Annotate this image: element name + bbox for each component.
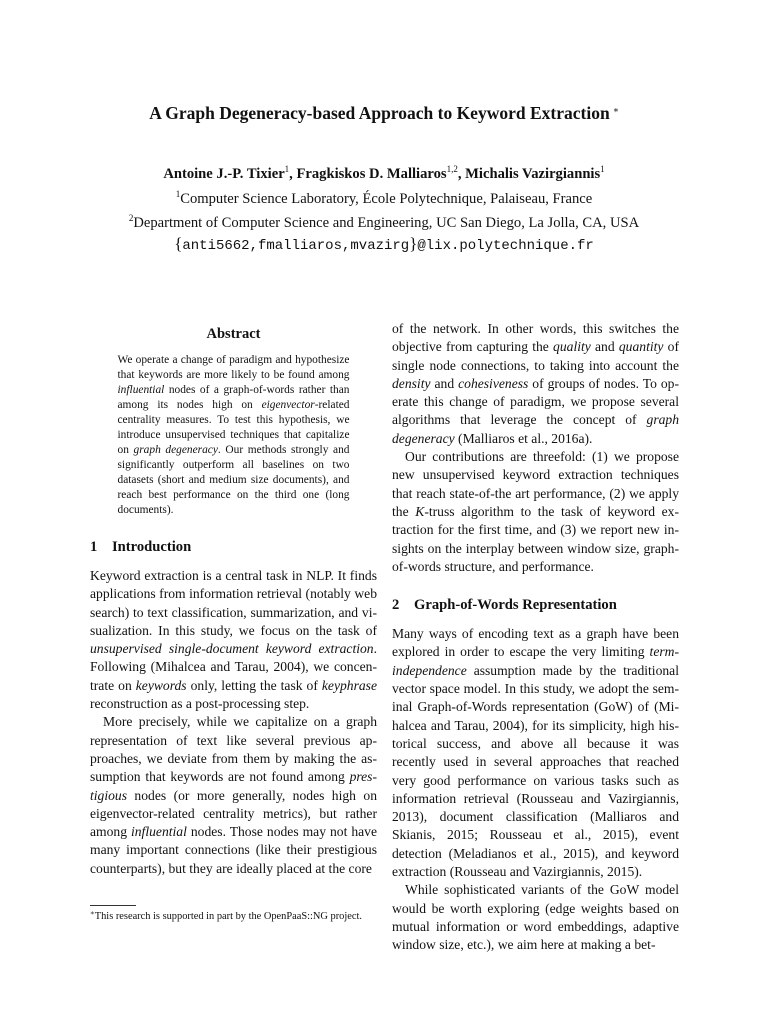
paragraph-emphasis: keyphrase bbox=[321, 677, 377, 693]
math-symbol: K bbox=[415, 503, 425, 519]
abstract-text: -related centrality measures. To test this hypothesis, we introduce unsupervised techniques that capitalize on bbox=[117, 399, 350, 456]
author-2-affiliation: 1,2 bbox=[446, 164, 458, 174]
paragraph-text: More precisely, while we capitalize on a graph representation of text like several previous approaches, we deviate from them by making the assumption that keywords are not found among bbox=[90, 714, 377, 785]
section-title-text: Graph-of-Words Representation bbox=[414, 597, 617, 614]
left-column bbox=[90, 320, 377, 878]
author-3: Michalis Vazirgiannis bbox=[465, 166, 601, 182]
abstract-emphasis: influential bbox=[117, 384, 165, 396]
author-1: Antoine J.-P. Tixier bbox=[163, 166, 285, 182]
paragraph-text: of the network. In other words, this switches the objective from capturing the bbox=[392, 321, 679, 355]
affiliation-2-number: 2 bbox=[128, 213, 134, 223]
paragraph-emphasis: keywords bbox=[135, 677, 187, 693]
paragraph-text: of single node connections, to taking into account the bbox=[392, 339, 679, 373]
section-title-text: Introduction bbox=[112, 539, 192, 555]
paragraph-emphasis: quality bbox=[553, 339, 591, 355]
right-column bbox=[392, 320, 679, 955]
footnote-text: This research is supported in part by the OpenPaaS::NG project. bbox=[94, 911, 362, 922]
paragraph-text: assumption made by the traditional vector space model. In this study, we adopt the seminal Graph-of-Words representation (GoW) of (Mihalcea and Tarau, 2004), for its simplicity, high historical success, and above all because it was recently used in several approaches that reached very good performance on various tasks such as information retrieval (Rousseau and Vazirgiannis, 2013), document classification (Malliaros and Skianis, 2015; Rousseau et al., 2015), event detection (Meladianos et al., 2015), and keyword extraction (Rousseau and Vazirgiannis, 2015). bbox=[392, 662, 679, 880]
section-number: 1 bbox=[90, 539, 98, 555]
intro-paragraph-1 bbox=[90, 567, 377, 713]
affiliation-1-number: 1 bbox=[175, 188, 181, 199]
author-2: Fragkiskos D. Malliaros bbox=[296, 166, 447, 182]
abstract-text: . Our methods strongly and significantly outperform all baselines on two datasets (short and medium size documents), and reach best performance on the third one (long documents). bbox=[117, 444, 350, 516]
author-emails: {anti5662,fmalliaros,mvazirg}@lix.polytechnique.fr bbox=[174, 233, 594, 254]
section-introduction-heading bbox=[90, 539, 377, 556]
abstract-text: nodes of a graph-of-words rather than among its nodes high on bbox=[117, 384, 350, 411]
footnote-rule bbox=[90, 905, 136, 906]
paragraph-text: . Following (Mihalcea and Tarau, 2004), we concentrate on bbox=[90, 641, 377, 693]
paragraph-text: (Malliaros et al., 2016a). bbox=[454, 430, 593, 446]
intro-paragraph-2-continued bbox=[392, 320, 679, 448]
gow-paragraph-1 bbox=[392, 625, 679, 881]
footnote bbox=[90, 907, 377, 923]
title-text: A Graph Degeneracy-based Approach to Keyword Extraction bbox=[149, 103, 610, 123]
paragraph-text: Our contributions are threefold: (1) we propose new unsupervised keyword extraction techniques that reach state-of-the art performance, (2) we apply the bbox=[392, 449, 679, 519]
section-number: 2 bbox=[392, 597, 400, 614]
section-graph-of-words-heading bbox=[392, 597, 679, 614]
contributions-paragraph bbox=[392, 448, 679, 576]
paragraph-text: and bbox=[590, 339, 619, 355]
abstract-emphasis: eigenvector bbox=[261, 399, 315, 411]
paragraph-text: nodes. Those nodes may not have many important connections (like their prestigious counterparts), but they are ideally placed at the core bbox=[90, 824, 377, 876]
paragraph-text: nodes (or more generally, nodes high on eigenvector-related centrality metrics), but rather among bbox=[90, 787, 377, 840]
paragraph-text: only, letting the task of bbox=[186, 677, 322, 693]
email-users: anti5662,fmalliaros,mvazirg bbox=[182, 237, 410, 254]
abstract-heading: Abstract bbox=[206, 326, 261, 342]
paragraph-text: Many ways of encoding text as a graph have been explored in order to escape the very limiting bbox=[392, 626, 679, 660]
author-names: Antoine J.-P. Tixier$^1$, Fragkiskos D. Malliaros$^{1,2}$, Michalis Vazirgiannis$^1$ bbox=[163, 164, 605, 182]
author-1-affiliation: 1 bbox=[284, 164, 290, 174]
paragraph-emphasis: prestigious bbox=[90, 769, 377, 803]
paragraph-text: Keyword extraction is a central task in NLP. It finds applications from information retrieval (notably web search) to text classification, summarization, and visualization. In this study, we focus on the task of bbox=[90, 568, 377, 638]
paragraph-emphasis: density bbox=[392, 375, 431, 391]
author-3-affiliation: 1 bbox=[600, 164, 605, 174]
abstract-emphasis: graph degeneracy bbox=[133, 444, 218, 456]
paragraph-emphasis: influential bbox=[130, 824, 187, 840]
paragraph-text: -truss algorithm to the task of keyword extraction for the first time, and (3) we report new insights on the interplay between window size, graph-of-words structure, and performance. bbox=[392, 503, 679, 574]
email-domain: @lix.polytechnique.fr bbox=[417, 237, 594, 254]
paragraph-emphasis: graph degeneracy bbox=[392, 412, 679, 446]
abstract-body bbox=[118, 353, 350, 518]
paragraph-text: and bbox=[430, 375, 459, 391]
gow-paragraph-2: While sophisticated variants of the GoW model would be worth exploring (edge weights based on mutual information or word embeddings, adaptive window size, etc.), we aim here at making a bet- bbox=[392, 882, 679, 953]
paragraph-text: reconstruction as a post-processing step. bbox=[90, 696, 310, 712]
paragraph-text: of groups of nodes. To operate this change of paradigm, we propose several algorithms that leverage the concept of bbox=[392, 375, 679, 428]
paragraph-emphasis: cohesiveness bbox=[458, 375, 529, 391]
paragraph-emphasis: unsupervised single-document keyword extraction bbox=[90, 641, 374, 657]
paragraph-emphasis: term-independence bbox=[392, 644, 679, 678]
affiliation-1-text: Computer Science Laboratory, École Polytechnique, Palaiseau, France bbox=[180, 190, 593, 207]
abstract-text: We operate a change of paradigm and hypothesize that keywords are more likely to be found among bbox=[117, 354, 350, 381]
footnote-mark: ∗ bbox=[90, 909, 95, 917]
affiliation-1 bbox=[0, 185, 768, 210]
affiliation-2 bbox=[0, 209, 768, 234]
title-footnote-mark: ∗ bbox=[612, 105, 619, 115]
affiliation-2-text: Department of Computer Science and Engineering, UC San Diego, La Jolla, CA, USA bbox=[133, 215, 640, 231]
author-block bbox=[0, 160, 768, 256]
paper-title bbox=[0, 98, 768, 125]
intro-paragraph-2 bbox=[90, 713, 377, 878]
paragraph-emphasis: quantity bbox=[618, 339, 664, 355]
